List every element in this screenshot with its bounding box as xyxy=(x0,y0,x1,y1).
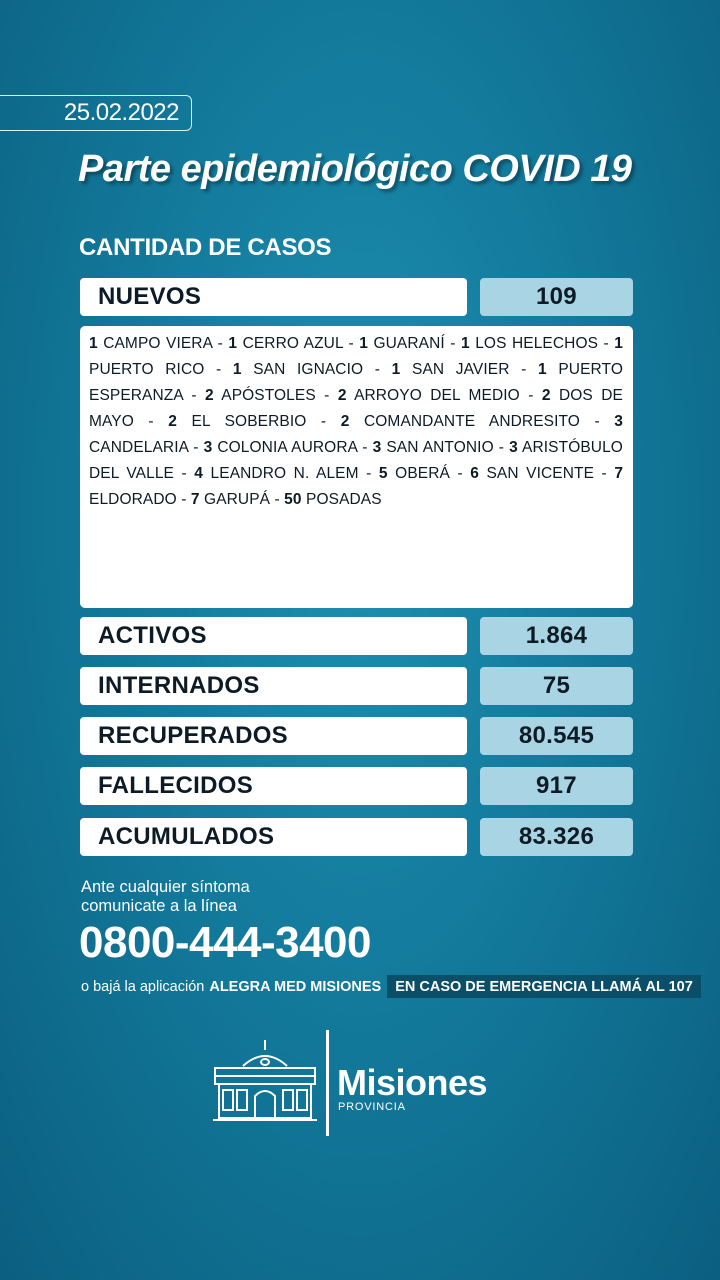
case-locality: ARROYO DEL MEDIO xyxy=(354,387,520,404)
case-item xyxy=(194,465,358,482)
logo-divider xyxy=(326,1030,329,1136)
case-locality: POSADAS xyxy=(306,491,382,508)
case-count: 50 xyxy=(284,491,302,508)
nuevos-row xyxy=(80,278,633,316)
case-locality: EL SOBERBIO xyxy=(191,413,307,430)
case-locality: GUARANÍ xyxy=(373,335,445,352)
case-locality: COMANDANTE ANDRESITO xyxy=(363,413,580,430)
case-locality: PUERTO ESPERANZA xyxy=(89,361,623,404)
case-item xyxy=(284,491,382,508)
case-item xyxy=(228,335,343,352)
case-count: 1 xyxy=(391,361,401,378)
stat-label: INTERNADOS xyxy=(80,667,467,705)
page-title: Parte epidemiológico COVID 19 xyxy=(78,148,632,190)
case-count: 3 xyxy=(372,439,382,456)
case-locality: CERRO AZUL xyxy=(242,335,344,352)
date-text: 25.02.2022 xyxy=(63,99,179,126)
help-line-2: comunicate a la línea xyxy=(81,897,237,915)
stat-label: ACTIVOS xyxy=(80,617,467,655)
case-count: 3 xyxy=(203,439,213,456)
stat-value: 83.326 xyxy=(480,818,633,856)
stat-label: FALLECIDOS xyxy=(80,767,467,805)
case-locality: SAN VICENTE xyxy=(486,465,595,482)
app-prefix: o bajá la aplicación xyxy=(81,978,205,995)
case-count: 1 xyxy=(89,335,98,352)
case-item xyxy=(392,361,510,378)
app-line xyxy=(81,975,701,998)
case-item xyxy=(168,413,306,430)
case-count: 7 xyxy=(614,465,624,482)
case-item xyxy=(373,439,494,456)
case-locality: COLONIA AURORA xyxy=(217,439,358,456)
case-locality: LEANDRO N. ALEM xyxy=(210,465,359,482)
stat-value: 917 xyxy=(480,767,633,805)
emergency-banner: EN CASO DE EMERGENCIA LLAMÁ AL 107 xyxy=(387,975,701,998)
case-locality: APÓSTOLES xyxy=(221,387,316,404)
case-count: 2 xyxy=(337,387,347,404)
case-count: 1 xyxy=(538,361,547,378)
case-locality: SAN IGNACIO xyxy=(253,361,364,378)
case-count: 4 xyxy=(194,465,204,482)
help-text xyxy=(81,878,250,916)
stat-value: 80.545 xyxy=(480,717,633,755)
case-count: 7 xyxy=(190,491,200,508)
stat-row-internados xyxy=(80,667,633,705)
app-name: ALEGRA MED MISIONES xyxy=(209,978,382,995)
case-count: 1 xyxy=(359,335,369,352)
case-locality: PUERTO RICO xyxy=(89,361,205,378)
stat-row-recuperados xyxy=(80,717,633,755)
case-locality: DOS DE MAYO xyxy=(89,387,623,430)
case-count: 2 xyxy=(168,413,177,430)
case-locality: CANDELARIA xyxy=(89,439,189,456)
case-item xyxy=(461,335,598,352)
stat-value: 1.864 xyxy=(480,617,633,655)
case-count: 1 xyxy=(232,361,242,378)
stat-value: 75 xyxy=(480,667,633,705)
date-badge xyxy=(0,95,192,131)
case-item xyxy=(205,387,316,404)
case-count: 5 xyxy=(378,465,388,482)
case-item xyxy=(341,413,580,430)
case-count: 1 xyxy=(614,335,623,352)
case-item xyxy=(379,465,450,482)
stat-label: ACUMULADOS xyxy=(80,818,467,856)
misiones-logo xyxy=(213,1030,513,1138)
case-item xyxy=(338,387,520,404)
case-item xyxy=(359,335,445,352)
case-locality: OBERÁ xyxy=(395,465,450,482)
case-item xyxy=(191,491,270,508)
stat-row-acumulados xyxy=(80,818,633,856)
cases-by-locality: 1 CAMPO VIERA - 1 CERRO AZUL - 1 GUARANÍ - 1 LOS HELECHOS - 1 PUERTO RICO - 1 SAN IGNACIO - 1 SAN JAVIER - 1 PUERTO ESPERANZA - 2 APÓSTOLES - 2 ARROYO DEL MEDIO - 2 DOS DE MAYO - 2 EL SOBERBIO - 2 COMANDANTE ANDRESITO - 3 CANDELARIA - 3 COLONIA AURORA - 3 SAN ANTONIO - 3 ARISTÓBULO DEL VALLE - 4 LEANDRO N. ALEM - 5 OBERÁ - 6 SAN VICENTE - 7 ELDORADO - 7 GARUPÁ - 50 POSADAS xyxy=(80,326,633,608)
help-line-1: Ante cualquier síntoma xyxy=(81,878,250,896)
case-count: 6 xyxy=(470,465,479,482)
case-locality: SAN ANTONIO xyxy=(386,439,494,456)
section-title: CANTIDAD DE CASOS xyxy=(79,234,332,261)
government-building-icon xyxy=(213,1040,317,1124)
logo-name: Misiones xyxy=(337,1062,488,1103)
case-locality: ELDORADO xyxy=(89,491,177,508)
case-count: 2 xyxy=(340,413,350,430)
case-count: 2 xyxy=(541,387,551,404)
nuevos-value: 109 xyxy=(480,278,633,316)
case-count: 2 xyxy=(204,387,214,404)
stat-row-fallecidos xyxy=(80,767,633,805)
phone-number[interactable]: 0800-444-3400 xyxy=(79,918,371,967)
case-count: 3 xyxy=(509,439,518,456)
case-count: 1 xyxy=(228,335,238,352)
case-count: 1 xyxy=(461,335,470,352)
case-locality: CAMPO VIERA xyxy=(103,335,213,352)
logo-subtitle: PROVINCIA xyxy=(338,1101,406,1113)
case-locality: SAN JAVIER xyxy=(412,361,510,378)
case-item xyxy=(204,439,358,456)
case-item xyxy=(233,361,363,378)
case-count: 3 xyxy=(614,413,623,430)
case-locality: LOS HELECHOS xyxy=(475,335,599,352)
nuevos-label: NUEVOS xyxy=(80,278,467,316)
case-locality: GARUPÁ xyxy=(204,491,271,508)
stat-row-activos xyxy=(80,617,633,655)
case-locality: ARISTÓBULO DEL VALLE xyxy=(89,439,623,482)
stat-label: RECUPERADOS xyxy=(80,717,467,755)
case-item xyxy=(470,465,594,482)
case-item xyxy=(89,335,212,352)
